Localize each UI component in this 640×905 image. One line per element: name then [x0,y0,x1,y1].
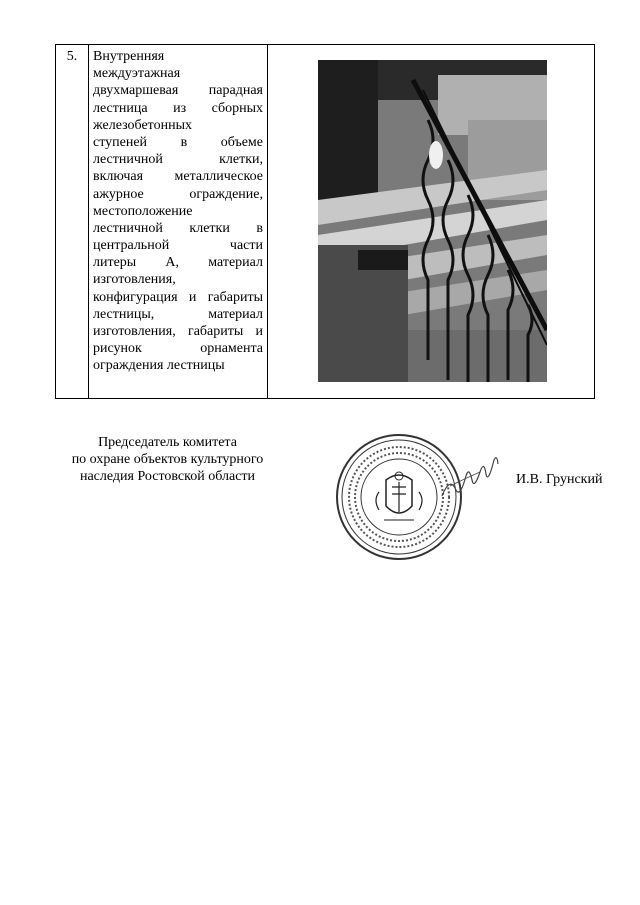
description-line: ограждения лестницы [93,358,225,374]
handwritten-signature-icon [440,456,500,506]
description-line: лестничной клетки, [93,152,263,168]
description-line: рисунок орнамента [93,341,263,357]
description-line: лестничной клетки в [93,220,263,236]
description-line: изготовления, [93,272,176,288]
staircase-photo [318,60,547,382]
description-line: центральной части [93,238,263,254]
description-line: ажурное ограждение, [93,186,263,202]
signatory-name: И.В. Грунский [516,472,603,487]
column-divider [267,45,268,398]
description-line: конфигурация и габариты [93,289,263,305]
description-line: местоположение [93,203,193,219]
description-line: ступеней в объеме [93,134,263,150]
row-number: 5. [66,49,78,64]
description-line: двухмаршевая парадная [93,83,263,99]
signatory-title-line: по охране объектов культурного [71,452,264,467]
column-divider [88,45,89,398]
description-line: изготовления, габариты и [93,324,263,339]
description-line: Внутренняя [93,49,165,64]
signatory-title-line: наследия Ростовской области [79,469,256,484]
description-line: включая металлическое [93,169,263,185]
description-line: лестницы, материал [93,306,263,322]
description-table [55,44,595,399]
description-line: литеры А, материал [93,255,263,271]
signatory-title-line: Председатель комитета [98,435,237,450]
description-line: железобетонных [93,117,192,133]
row-description [93,48,263,375]
signatory-title [55,434,280,485]
description-line: лестница из сборных [93,100,263,116]
description-line: междуэтажная [93,66,181,82]
staircase-image-icon [318,60,547,382]
